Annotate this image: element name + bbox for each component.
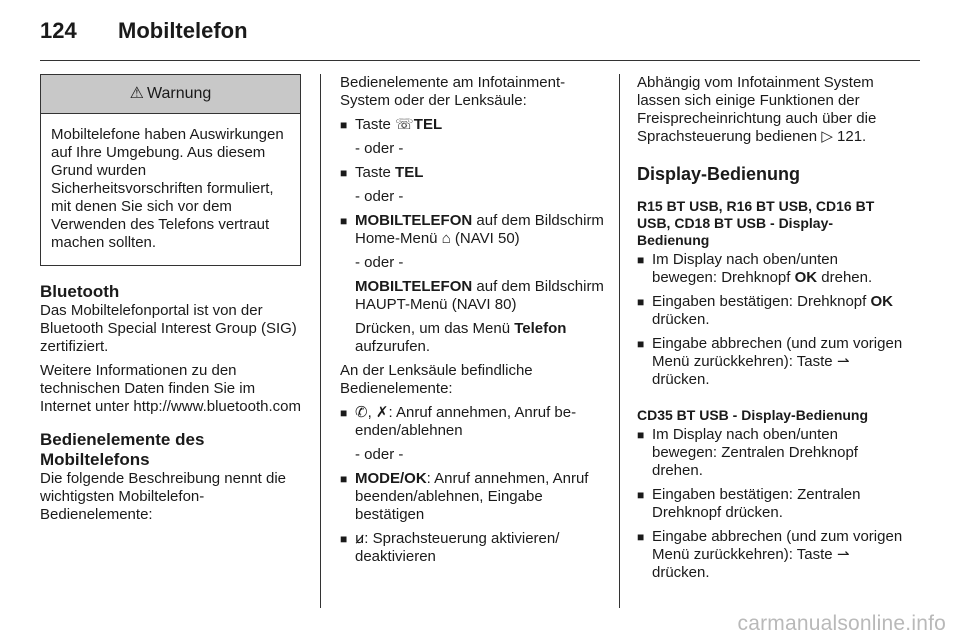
page-header [40, 18, 248, 48]
phone-menu-text: Drücken, um das Menü Telefon aufzurufen. [355, 320, 567, 355]
or-separator: - oder - [355, 446, 404, 463]
column-3 [637, 74, 905, 582]
warning-header [41, 75, 300, 114]
controls-intro: Die folgende Beschreibung nennt die wichtigsten Mobiltelefon-Bedienelemente: [40, 470, 287, 523]
display-operation-subheading-1: R15 BT USB, R16 BT USB, CD16 BT USB, CD18 BT USB - Display-Bedienung [637, 198, 875, 248]
steering-controls-intro: An der Lenksäule befindliche Bedienelemente: [340, 362, 533, 397]
list-item: ■ ꞹ: Sprachsteuerung aktivieren/ deaktivieren [340, 530, 604, 566]
list-item: ■ Eingabe abbrechen (und zum vorigen Menü zurückkehren): Taste ⇀ drücken. [637, 335, 905, 389]
list-item: ■ Eingaben bestätigen: Zentralen Drehknopf drücken. [637, 486, 905, 522]
controls-heading: Bedienelemente des Mobiltelefons [40, 430, 205, 469]
warning-box [40, 74, 301, 266]
chapter-title: Mobiltelefon [118, 18, 248, 43]
warning-icon: ⚠ [129, 85, 144, 102]
list-item: ■ Eingaben bestätigen: Drehknopf OK drücken. [637, 293, 905, 329]
list-item: ■ Eingabe abbrechen (und zum vorigen Menü zurückkehren): Taste ⇀ drücken. [637, 528, 905, 582]
back-icon: ⇀ [836, 353, 850, 370]
or-separator: - oder - [355, 140, 404, 157]
infotainment-controls-list-3 [340, 212, 604, 248]
warning-title: Warnung [147, 85, 212, 102]
infotainment-controls-list [340, 116, 604, 134]
voice-control-intro: Abhängig vom Infotainment System lassen sich einige Funktionen der Freisprecheinrichtung auch über die Sprachsteuerung bedienen ▷ 121. [637, 74, 877, 145]
watermark: carmanualsonline.info [737, 612, 946, 635]
call-icons: ✆, ✗ [355, 404, 389, 421]
column-divider-2 [619, 74, 620, 608]
header-divider [40, 60, 920, 61]
list-item: ■ Im Display nach oben/unten bewegen: Zentralen Drehknopf drehen. [637, 426, 905, 480]
page-reference-icon: ▷ [821, 128, 833, 145]
column-2 [340, 74, 604, 566]
infotainment-controls-intro: Bedienelemente am Infotainment-System oder der Lenksäule: [340, 74, 566, 109]
steering-controls-list-2 [340, 470, 604, 566]
list-item: ■ Im Display nach oben/unten bewegen: Drehknopf OK drehen. [637, 251, 905, 287]
display-operation-heading: Display-Bedienung [637, 164, 801, 184]
page-number: 124 [40, 18, 77, 43]
back-icon: ⇀ [836, 546, 850, 563]
display-operation-list-1 [637, 251, 905, 389]
voice-control-icon: ꞹ [355, 530, 365, 547]
infotainment-controls-list-2 [340, 164, 604, 182]
steering-controls-list [340, 404, 604, 440]
home-icon: ⌂ [441, 230, 451, 247]
list-item: ■ Taste TEL [340, 164, 604, 182]
list-item: ■ MOBILTELEFON auf dem Bildschirm Home-Menü ⌂ (NAVI 50) [340, 212, 604, 248]
column-divider-1 [320, 74, 321, 608]
list-item: ■ ✆, ✗: Anruf annehmen, Anruf beenden/ablehnen [340, 404, 604, 440]
or-separator: - oder - [355, 254, 404, 271]
bluetooth-paragraph-1: Das Mobiltelefonportal ist von der Bluetooth Special Interest Group (SIG) zertifiziert. [40, 302, 297, 355]
phone-key-icon: ☏ [395, 116, 414, 133]
display-operation-list-2 [637, 426, 905, 582]
or-separator: - oder - [355, 188, 404, 205]
bluetooth-paragraph-2: Weitere Informationen zu den technischen Daten finden Sie im Internet unter http://www.bluetooth.com [40, 362, 301, 415]
bluetooth-heading: Bluetooth [40, 282, 120, 301]
navi80-text: MOBILTELEFON auf dem Bildschirm HAUPT-Menü (NAVI 80) [355, 278, 604, 313]
list-item: ■ MODE/OK: Anruf annehmen, Anruf beenden/ablehnen, Eingabe bestätigen [340, 470, 604, 524]
display-operation-subheading-2: CD35 BT USB - Display-Bedienung [637, 407, 869, 423]
column-1 [40, 74, 302, 524]
warning-text: Mobiltelefone haben Auswirkungen auf Ihre Umgebung. Aus diesem Grund wurden Sicherheitsvorschriften formuliert, mit denen Sie sich vor dem Verwenden des Telefons vertraut machen sollten. [51, 126, 284, 251]
list-item: ■ Taste ☏TEL [340, 116, 604, 134]
